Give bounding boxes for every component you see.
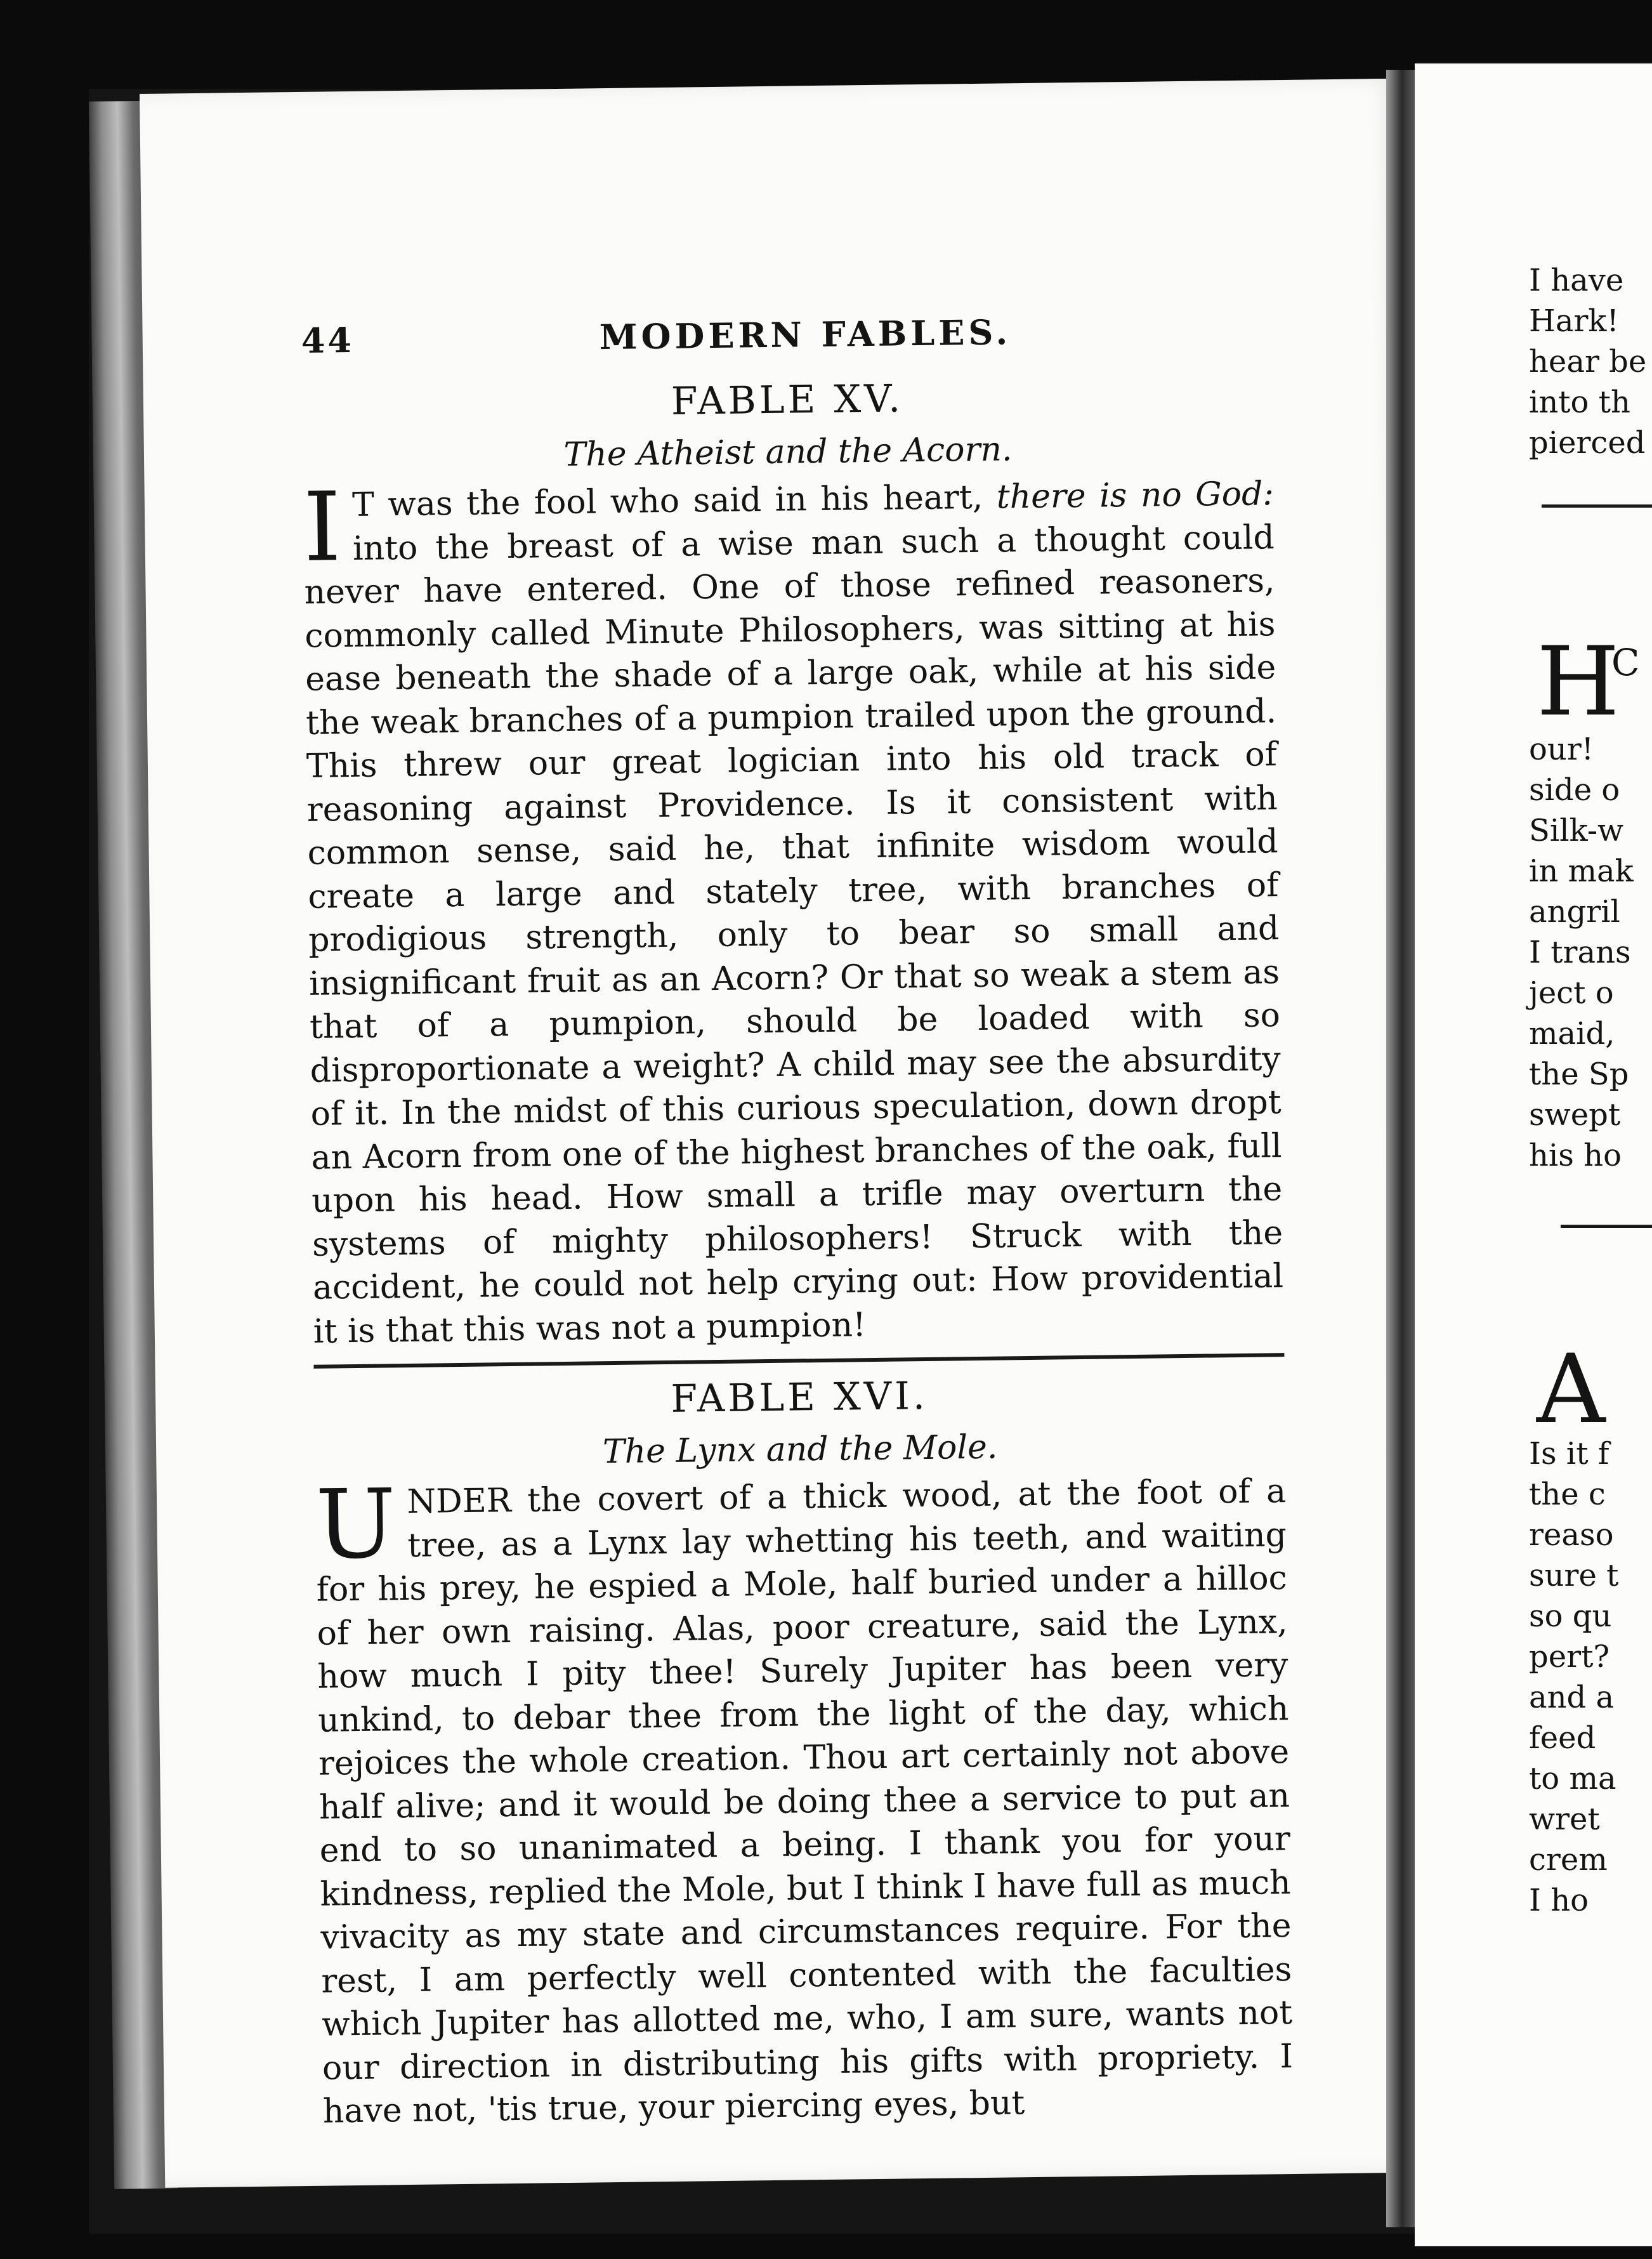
right-line: Is it f — [1529, 1436, 1609, 1472]
book-gutter — [1386, 70, 1415, 2227]
right-line: I ho — [1529, 1883, 1589, 1918]
fable-15-text-italic: there is no God: — [996, 475, 1275, 517]
right-dropcap-h-sup: C — [1611, 641, 1640, 684]
right-line: I trans — [1529, 935, 1631, 970]
fable-15-dropcap: I — [303, 472, 342, 583]
running-head — [301, 308, 1272, 371]
right-line: hear be — [1529, 344, 1647, 379]
right-line: his ho — [1529, 1138, 1622, 1173]
right-line: so qu — [1529, 1598, 1612, 1634]
right-dropcap-a: A — [1537, 1334, 1606, 1445]
fable-15-title: FABLE XV. — [671, 376, 904, 424]
right-line: sure t — [1529, 1558, 1619, 1593]
fable-15-body — [303, 472, 1285, 1353]
right-page-block-3 — [1529, 1434, 1618, 1921]
right-line: into th — [1529, 385, 1630, 420]
right-line: to ma — [1529, 1761, 1616, 1796]
right-line: I have — [1529, 263, 1624, 298]
fable-16-text: NDER the covert of a thick wood, at the foot of a tree, as a Lynx lay whetting his teeth, and waiting for his prey, he espied a Mole, half buried under a hilloc of her own raising. Alas, poor creature, said the Lynx, how much I pity thee! Surely Jupiter has been very unkind, to debar thee from the light of the day, which rejoices the whole creation. Thou art certainly not above half alive; and it would be doing thee a service to put an end to so unanimated a being. I thank you for your kindness, replied the Mole, but I think I have full as much vivacity as my state and circumstances require. For the rest, I am perfectly well contented with the faculties which Jupiter has allotted me, who, I am sure, wants not our direction in distributing his gifts with propriety. I have not, 'tis true, your piercing eyes, but — [316, 1472, 1294, 2131]
fable-16-subtitle: The Lynx and the Mole. — [602, 1428, 998, 1472]
right-divider-1 — [1542, 504, 1652, 508]
right-divider-2 — [1561, 1225, 1652, 1228]
right-line: pert? — [1529, 1639, 1610, 1675]
right-line: the c — [1529, 1477, 1606, 1512]
right-line: swept — [1529, 1097, 1621, 1133]
right-line: angril — [1529, 894, 1620, 930]
right-page-block-1 — [1529, 260, 1646, 463]
left-page-content — [301, 308, 1294, 2133]
fable-15-subtitle: The Atheist and the Acorn. — [563, 430, 1013, 474]
right-line: side o — [1529, 772, 1620, 808]
right-line: Hark! — [1529, 303, 1619, 339]
fable-15-text-a: T was the fool who said in his heart, — [351, 478, 997, 524]
right-page-block-2 — [1529, 730, 1634, 1176]
right-line: the Sp — [1529, 1057, 1629, 1092]
fable-16-title: FABLE XVI. — [671, 1373, 929, 1421]
right-line: our! — [1529, 732, 1594, 767]
section-divider — [313, 1353, 1284, 1369]
right-line: ject o — [1529, 975, 1614, 1011]
right-line: pierced — [1529, 425, 1646, 461]
right-line: in mak — [1529, 853, 1634, 889]
right-line: maid, — [1529, 1016, 1615, 1051]
right-line: crem — [1529, 1842, 1608, 1878]
right-line: reaso — [1529, 1517, 1614, 1553]
right-dropcap-h: H — [1537, 627, 1620, 737]
running-head-title: MODERN FABLES. — [599, 312, 1012, 358]
page-number: 44 — [301, 319, 355, 361]
fable-15-text-b: into the breast of a wise man such a thought could never have entered. One of those refined reasoners, commonly called Minute Philosophers, was sitting at his ease beneath the shade of a large oak, while at his side the weak branches of a pumpion trailed upon the ground. This threw our great logician into his old track of reasoning against Providence. Is it consistent with common sense, said he, that infinite wisdom would create a large and stately tree, with branches of prodigious strength, only to bear so small and insignificant fruit as an Acorn? Or that so weak a stem as that of a pumpion, should be loaded with so disproportionate a weight? A child may see the absurdity of it. In the midst of this curious speculation, down dropt an Acorn from one of the highest branches of the oak, full upon his head. How small a trifle may overturn the systems of mighty philosophers! Struck with the accident, he could not help crying out: How providential it is that this was not a pumpion! — [304, 518, 1284, 1351]
right-line: feed — [1529, 1720, 1596, 1756]
left-page — [140, 79, 1421, 2188]
fable-16-dropcap: U — [315, 1469, 397, 1581]
right-line: and a — [1529, 1680, 1615, 1715]
right-line: Silk-w — [1529, 813, 1624, 848]
fable-16-body — [315, 1470, 1294, 2133]
right-line: wret — [1529, 1801, 1600, 1837]
